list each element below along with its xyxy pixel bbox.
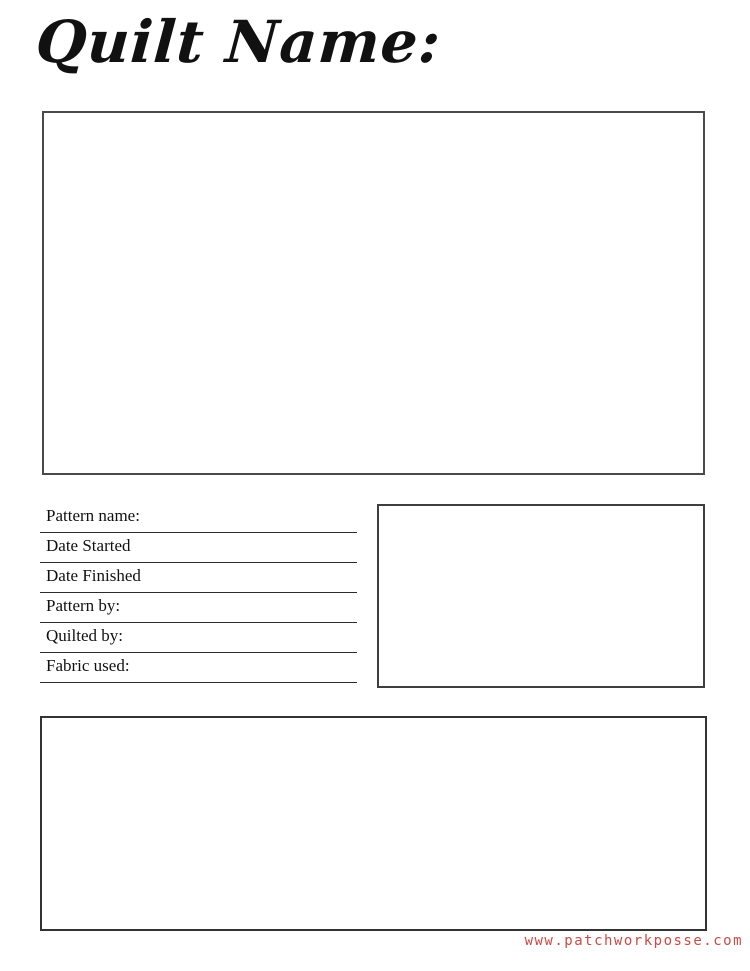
- field-label-pattern-by: Pattern by:: [46, 596, 121, 615]
- field-label-fabric-used: Fabric used:: [46, 656, 130, 675]
- page-title: Quilt Name:: [33, 8, 444, 76]
- notes-box: [40, 716, 707, 931]
- field-row-date-finished: [40, 563, 357, 593]
- field-row-pattern-name: [40, 503, 357, 533]
- fabric-swatch-box: [377, 504, 705, 688]
- field-label-date-finished: Date Finished: [46, 566, 141, 585]
- field-row-quilted-by: [40, 623, 357, 653]
- field-label-quilted-by: Quilted by:: [46, 626, 123, 645]
- field-row-fabric-used: [40, 653, 357, 683]
- field-label-pattern-name: Pattern name:: [46, 506, 140, 525]
- field-row-date-started: [40, 533, 357, 563]
- quilt-photo-box: [42, 111, 705, 475]
- field-label-date-started: Date Started: [46, 536, 131, 555]
- quilt-details-fields: [40, 503, 357, 683]
- footer-website-link[interactable]: www.patchworkposse.com: [524, 933, 743, 949]
- field-row-pattern-by: [40, 593, 357, 623]
